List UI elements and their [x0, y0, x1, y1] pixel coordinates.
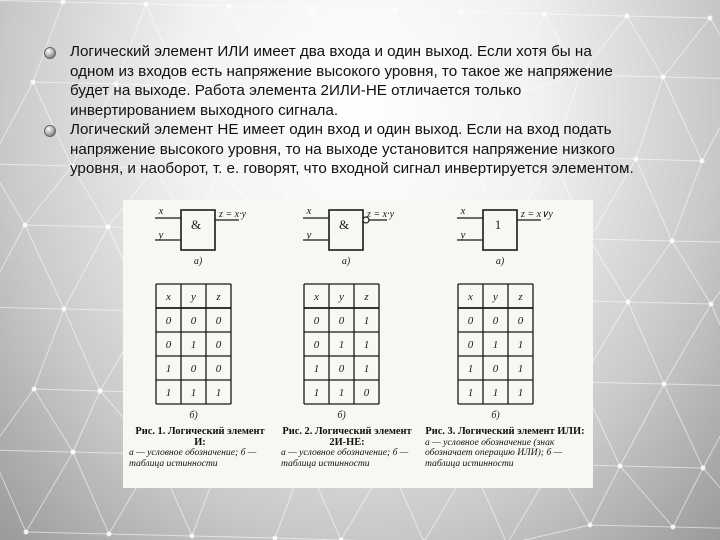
table-header-cell: y — [493, 291, 498, 303]
network-node — [32, 387, 37, 392]
bullet-not-gate — [44, 120, 694, 179]
network-node — [190, 534, 195, 539]
gate-input-y-label: y — [306, 229, 312, 241]
table-cell: 1 — [190, 339, 197, 351]
network-line — [73, 391, 100, 452]
network-line — [229, 6, 312, 8]
network-line — [26, 532, 109, 534]
table-header-cell: y — [339, 291, 344, 303]
network-node — [31, 80, 36, 85]
table-sublabel: б) — [189, 410, 198, 421]
gate-input-x-label: x — [460, 205, 466, 217]
network-line — [192, 536, 275, 538]
caption-fig1 — [129, 427, 271, 469]
network-line — [0, 450, 26, 532]
network-line — [710, 18, 720, 79]
gate-sublabel: а) — [193, 256, 203, 267]
network-node — [709, 302, 714, 307]
table-cell: 0 — [363, 387, 370, 399]
network-node — [701, 466, 706, 471]
network-node — [98, 389, 103, 394]
network-line — [109, 534, 192, 536]
network-line — [0, 307, 64, 309]
gate-sublabel: а) — [495, 256, 505, 267]
table-cell: 0 — [492, 363, 499, 375]
gate-sublabel: а) — [341, 256, 351, 267]
network-line — [25, 225, 64, 309]
network-node — [393, 8, 398, 13]
table-cell: 0 — [190, 315, 197, 327]
bullet-icon — [44, 47, 56, 59]
network-node — [106, 225, 111, 230]
network-line — [627, 16, 710, 18]
table-cell: 0 — [338, 315, 345, 327]
network-line — [664, 384, 703, 468]
table-cell: 1 — [165, 387, 172, 399]
caption-title: Рис. 1. Логический элемент И: — [135, 426, 265, 448]
bullet-line: инвертированием выходного сигнала. — [70, 101, 339, 119]
network-node — [625, 14, 630, 19]
bullet-line: Логический элемент ИЛИ имеет два входа и один выход. Если хотя бы на — [70, 43, 592, 60]
network-line — [507, 525, 590, 540]
bullet-icon — [44, 125, 56, 137]
caption-body: а — условное обозначение; б — таблица истинности — [129, 447, 257, 469]
network-line — [64, 309, 100, 391]
network-line — [664, 384, 720, 386]
gate-input-x-label: x — [306, 205, 312, 217]
table-header-cell: x — [468, 291, 473, 303]
network-line — [544, 14, 627, 16]
logic-gates-figure — [123, 200, 593, 488]
network-node — [71, 450, 76, 455]
gate-input-y-label: y — [158, 229, 164, 241]
network-node — [24, 530, 29, 535]
network-node — [23, 223, 28, 228]
bullet-line: будет на выходе. Работа элемента 2ИЛИ-НЕ отличается только — [70, 82, 522, 99]
network-node — [588, 523, 593, 528]
network-line — [63, 2, 146, 4]
network-line — [703, 386, 720, 468]
network-line — [0, 82, 33, 164]
network-line — [0, 164, 25, 225]
table-cell: 0 — [313, 339, 320, 351]
network-node — [107, 532, 112, 537]
gate-symbol: & — [338, 217, 350, 232]
table-cell: 1 — [467, 363, 474, 375]
table-header-cell: z — [518, 291, 523, 303]
network-line — [620, 466, 673, 527]
table-cell: 0 — [517, 315, 524, 327]
network-line — [620, 384, 664, 466]
table-cell: 1 — [492, 339, 499, 351]
network-line — [628, 302, 711, 304]
bullet-line: уровня, и наоборот, т. е. говорят, что входной сигнал инвертируется элементом. — [70, 160, 634, 177]
network-node — [61, 0, 66, 5]
network-line — [34, 309, 64, 389]
network-node — [618, 464, 623, 469]
table-cell: 0 — [338, 363, 345, 375]
caption-body: а — условное обозначение; б — таблица истинности — [281, 447, 409, 469]
network-line — [0, 389, 34, 450]
gate-input-y-label: y — [460, 229, 466, 241]
table-cell: 0 — [165, 315, 172, 327]
network-line — [0, 0, 63, 2]
network-node — [542, 12, 547, 17]
caption-fig2 — [281, 427, 413, 469]
table-cell: 0 — [313, 315, 320, 327]
table-sublabel: б) — [491, 410, 500, 421]
network-node — [310, 6, 315, 11]
table-cell: 1 — [517, 387, 524, 399]
table-header-cell: z — [364, 291, 369, 303]
bullet-line: Логический элемент НЕ имеет один вход и один выход. Если на вход подать — [70, 121, 612, 138]
network-line — [673, 527, 720, 529]
network-line — [589, 239, 672, 241]
gate-output-label: z = x·y — [367, 209, 395, 220]
caption-title: Рис. 3. Логический элемент ИЛИ: — [425, 426, 585, 437]
network-node — [662, 382, 667, 387]
network-node — [273, 536, 278, 540]
table-cell: 0 — [190, 363, 197, 375]
network-node — [700, 159, 705, 164]
network-line — [581, 382, 664, 384]
bullet-list — [44, 42, 694, 179]
table-cell: 0 — [467, 339, 474, 351]
network-line — [64, 227, 108, 309]
table-cell: 1 — [215, 387, 222, 399]
table-cell: 1 — [363, 363, 370, 375]
table-cell: 1 — [517, 339, 524, 351]
network-line — [146, 4, 229, 6]
bullet-line: напряжение высокого уровня, то на выходе установится напряжение низкого — [70, 140, 615, 158]
table-cell: 1 — [492, 387, 499, 399]
network-line — [672, 241, 711, 304]
table-cell: 1 — [363, 315, 370, 327]
table-cell: 0 — [492, 315, 499, 327]
network-node — [708, 16, 713, 21]
table-cell: 1 — [313, 387, 320, 399]
network-line — [628, 302, 664, 384]
network-line — [628, 241, 672, 302]
table-cell: 1 — [363, 339, 370, 351]
network-node — [671, 525, 676, 530]
table-header-cell: x — [166, 291, 171, 303]
gate-symbol: 1 — [494, 217, 502, 232]
network-line — [711, 304, 720, 386]
network-line — [0, 450, 73, 452]
table-cell: 0 — [215, 339, 222, 351]
network-line — [25, 225, 108, 227]
gate-input-x-label: x — [158, 205, 164, 217]
bullet-line: одном из входов есть напряжение высокого уровня, то такое же напряжение — [70, 62, 613, 80]
gate-symbol: & — [190, 217, 202, 232]
table-cell: 1 — [165, 363, 172, 375]
gate-output-label: z = x∨y — [521, 209, 553, 220]
network-line — [703, 468, 720, 529]
network-line — [34, 389, 73, 452]
network-node — [626, 300, 631, 305]
table-header-cell: z — [216, 291, 221, 303]
gate-output-label: z = x·y — [219, 209, 247, 220]
caption-title: Рис. 2. Логический элемент 2И-НЕ: — [282, 426, 412, 448]
network-line — [589, 239, 628, 302]
network-line — [395, 10, 461, 12]
table-cell: 0 — [215, 363, 222, 375]
network-line — [461, 12, 544, 14]
bullet-or-gate — [44, 42, 694, 120]
network-line — [711, 243, 720, 304]
network-node — [62, 307, 67, 312]
network-line — [0, 225, 25, 307]
caption-body: а — условное обозначение (знак обозначает операцию ИЛИ); б — таблица истинности — [425, 436, 563, 469]
table-cell: 1 — [517, 363, 524, 375]
network-line — [620, 466, 703, 468]
table-cell: 0 — [215, 315, 222, 327]
network-line — [26, 452, 73, 532]
table-cell: 1 — [467, 387, 474, 399]
table-cell: 1 — [313, 363, 320, 375]
table-cell: 1 — [338, 339, 345, 351]
table-sublabel: б) — [337, 410, 346, 421]
caption-fig3 — [425, 427, 585, 469]
network-line — [34, 389, 100, 391]
network-node — [227, 4, 232, 9]
network-line — [673, 468, 703, 527]
network-line — [672, 241, 720, 243]
table-header-cell: y — [191, 291, 196, 303]
network-node — [459, 10, 464, 15]
network-line — [590, 466, 620, 525]
network-node — [670, 239, 675, 244]
network-line — [73, 452, 109, 534]
network-line — [702, 79, 720, 161]
table-cell: 0 — [467, 315, 474, 327]
table-cell: 1 — [190, 387, 197, 399]
table-cell: 0 — [165, 339, 172, 351]
network-line — [590, 525, 673, 527]
network-line — [664, 304, 711, 384]
network-line — [312, 8, 395, 10]
table-header-cell: x — [314, 291, 319, 303]
table-cell: 1 — [338, 387, 345, 399]
network-node — [144, 2, 149, 7]
